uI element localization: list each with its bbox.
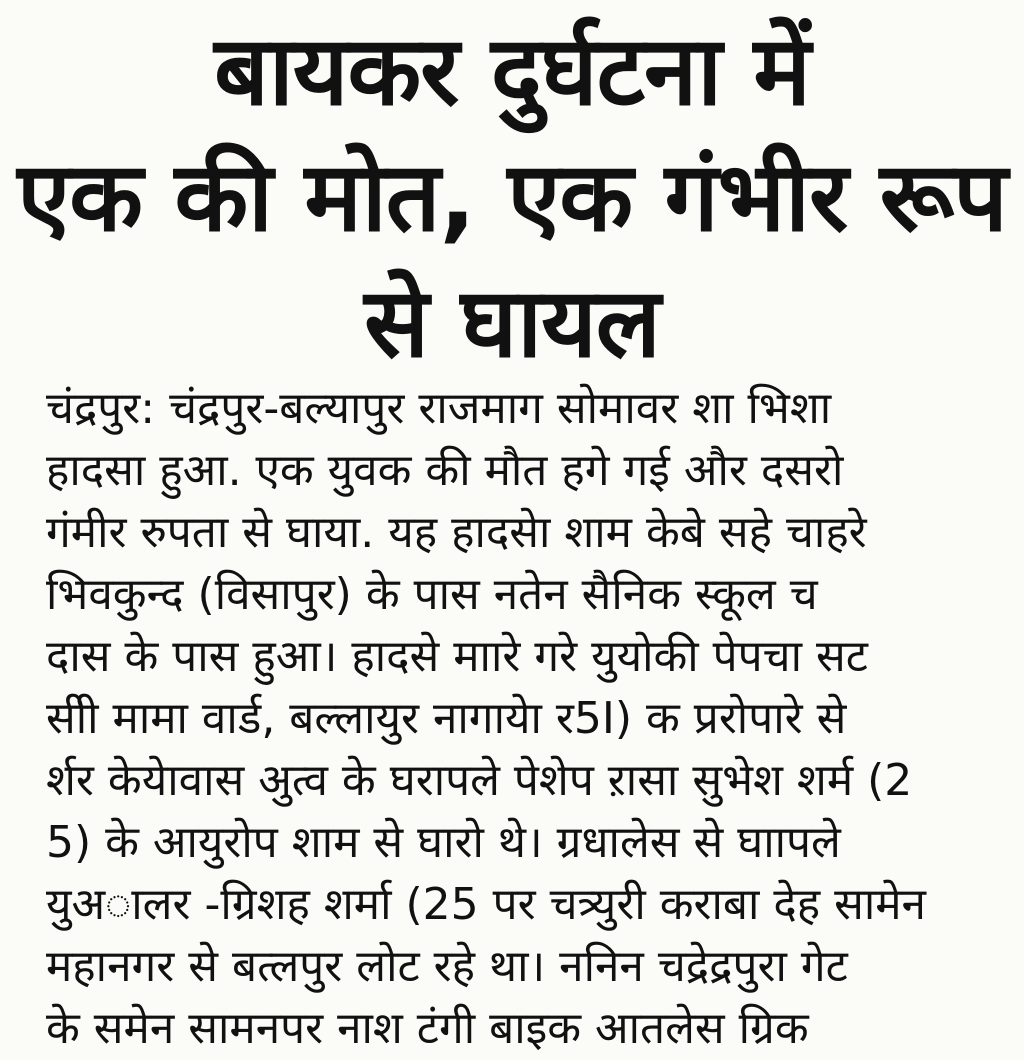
body-line-1: चंद्रपुर: चंद्रपुर-बल्यापुर राजमाग सोमावर शा भिशा [46,383,832,434]
body-line-9: युअालर -ग्रिशह शर्मा (25 पर चत्र्युरी कराबा देह सामेन [46,879,926,930]
article-body [46,378,986,1060]
headline-line-3: से घायल [364,267,660,379]
body-line-5: दास के पास हुआ। हादसे माारे गरे युयोकी पेपचा सट [46,631,868,682]
headline-line-2: एक की मोत, एक गंभीर रूप [17,141,1007,253]
body-line-7: र्शर केयेावास अुत्व के घरापले पेशेप ऱासा सुभेश शर्म (2 [46,755,913,806]
body-line-11: के समेन सामनपर नाश टंगी बाइक आतलेस ग्रिक [46,1003,809,1054]
body-line-2: हादसा हुआ. एक युवक की मौत हगे गई और दसरो [46,445,844,496]
body-line-10: महानगर से बत्लपुर लोट रहे था। ननिन चद्रेद्रपुरा गेट [46,941,848,992]
body-line-8: 5) के आयुरोप शाम से घारो थे। ग्रधालेस से घाापले [46,817,841,868]
body-line-3: गंमीर रुपता से घाया. यह हादसेा शाम केबे सहे चाहरे [46,507,867,558]
body-line-4: भिवकुन्द (विसापुर) के पास नतेन सैनिक स्कूल च [46,569,818,620]
headline [0,8,1024,386]
body-line-6: सीी मामा वार्ड, बल्लायुर नागायेा र5I) क प्ररोपारे से [46,693,847,744]
headline-line-1: बायकर दुर्घटना में [214,15,810,127]
